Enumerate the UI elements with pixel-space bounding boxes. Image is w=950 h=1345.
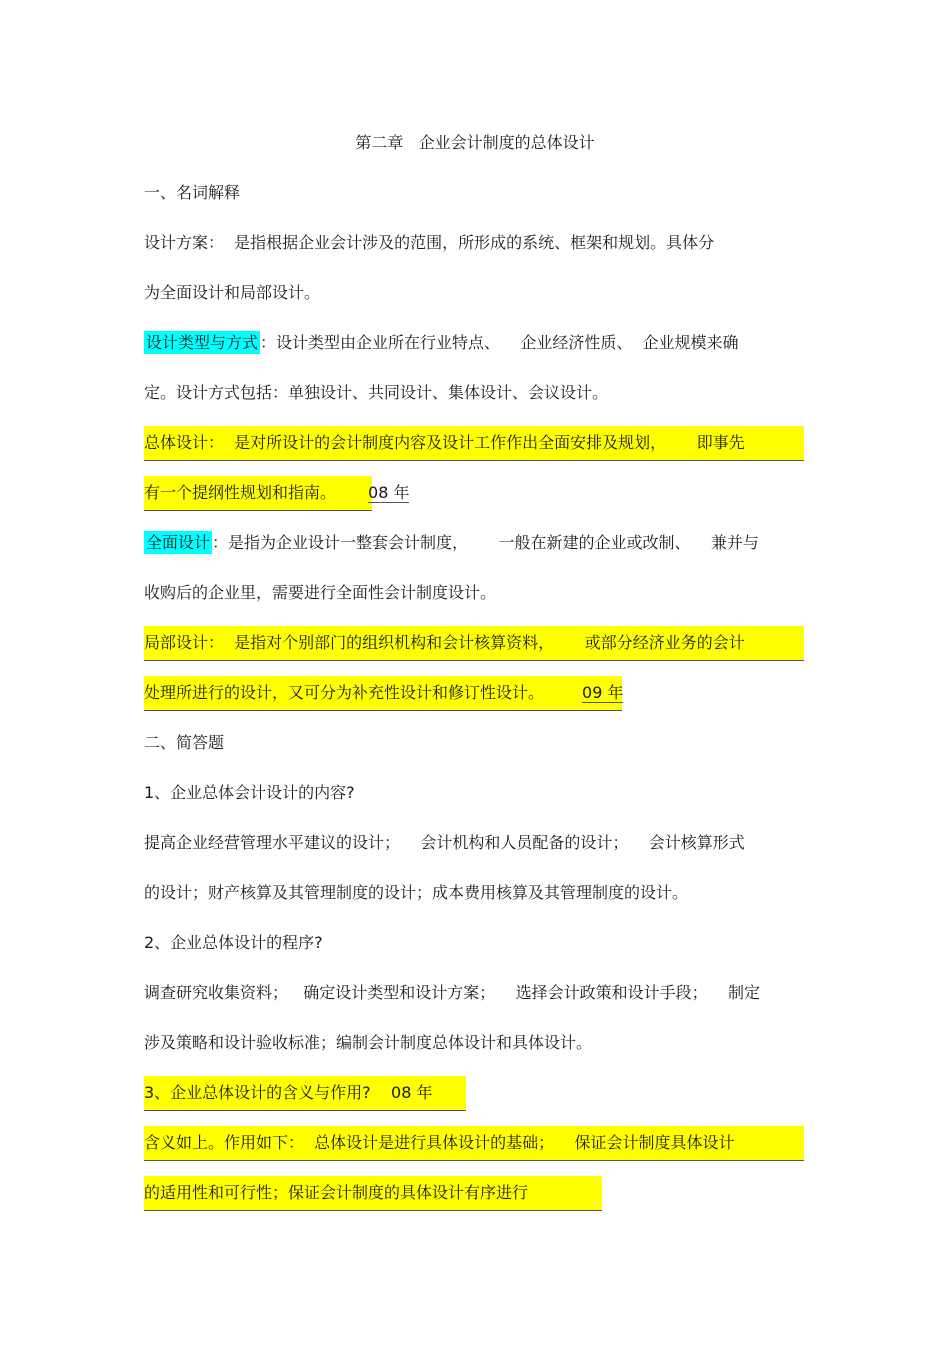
definition-design-plan-line2: 为全面设计和局部设计。	[144, 283, 321, 302]
section-heading-short-answer: 二、简答题	[144, 733, 225, 752]
answer-1-line2: 的设计；财产核算及其管理制度的设计；成本费用核算及其管理制度的设计。	[144, 883, 689, 902]
section-heading-terms: 一、名词解释	[144, 183, 241, 202]
definition-design-plan-line1: 设计方案： 是指根据企业会计涉及的范围，所形成的系统、框架和规划。具体分	[144, 233, 715, 252]
definition-text: ：是指为企业设计一整套会计制度， 一般在新建的企业或改制、 兼并与	[212, 533, 759, 552]
question-1: 1、企业总体会计设计的内容?	[144, 783, 355, 802]
year-mark: 09 年	[582, 683, 624, 702]
definition-text: ：设计类型由企业所在行业特点、 企业经济性质、 企业规模来确	[260, 333, 739, 352]
year-mark: 08 年	[368, 483, 410, 502]
definition-full-design-line1	[144, 530, 759, 556]
definition-partial-design-line1: 局部设计： 是指对个别部门的组织机构和会计核算资料， 或部分经济业务的会计	[144, 633, 745, 652]
question-3: 3、企业总体设计的含义与作用? 08 年	[144, 1083, 433, 1102]
definition-overall-design-line1: 总体设计： 是对所设计的会计制度内容及设计工作作出全面安排及规划， 即事先	[144, 433, 745, 452]
definition-overall-design-line2: 有一个提纲性规划和指南。 08 年	[144, 483, 410, 502]
definition-design-type-line2: 定。设计方式包括：单独设计、共同设计、集体设计、会议设计。	[144, 383, 609, 402]
page-title: 第二章 企业会计制度的总体设计	[355, 133, 595, 152]
answer-1-line1: 提高企业经营管理水平建议的设计； 会计机构和人员配备的设计； 会计核算形式	[144, 833, 745, 852]
highlighted-term: 设计类型与方式	[146, 333, 259, 352]
answer-2-line1: 调查研究收集资料； 确定设计类型和设计方案； 选择会计政策和设计手段； 制定	[144, 983, 760, 1002]
answer-2-line2: 涉及策略和设计验收标准；编制会计制度总体设计和具体设计。	[144, 1033, 593, 1052]
definition-design-type-line1	[144, 330, 739, 356]
question-2: 2、企业总体设计的程序?	[144, 933, 323, 952]
definition-full-design-line2: 收购后的企业里，需要进行全面性会计制度设计。	[144, 583, 497, 602]
answer-3-line2: 的适用性和可行性；保证会计制度的具体设计有序进行	[144, 1183, 529, 1202]
answer-3-line1: 含义如上。作用如下： 总体设计是进行具体设计的基础； 保证会计制度具体设计	[144, 1133, 735, 1152]
definition-partial-design-line2: 处理所进行的设计，又可分为补充性设计和修订性设计。 09 年	[144, 683, 624, 702]
highlighted-term: 全面设计	[146, 533, 211, 552]
